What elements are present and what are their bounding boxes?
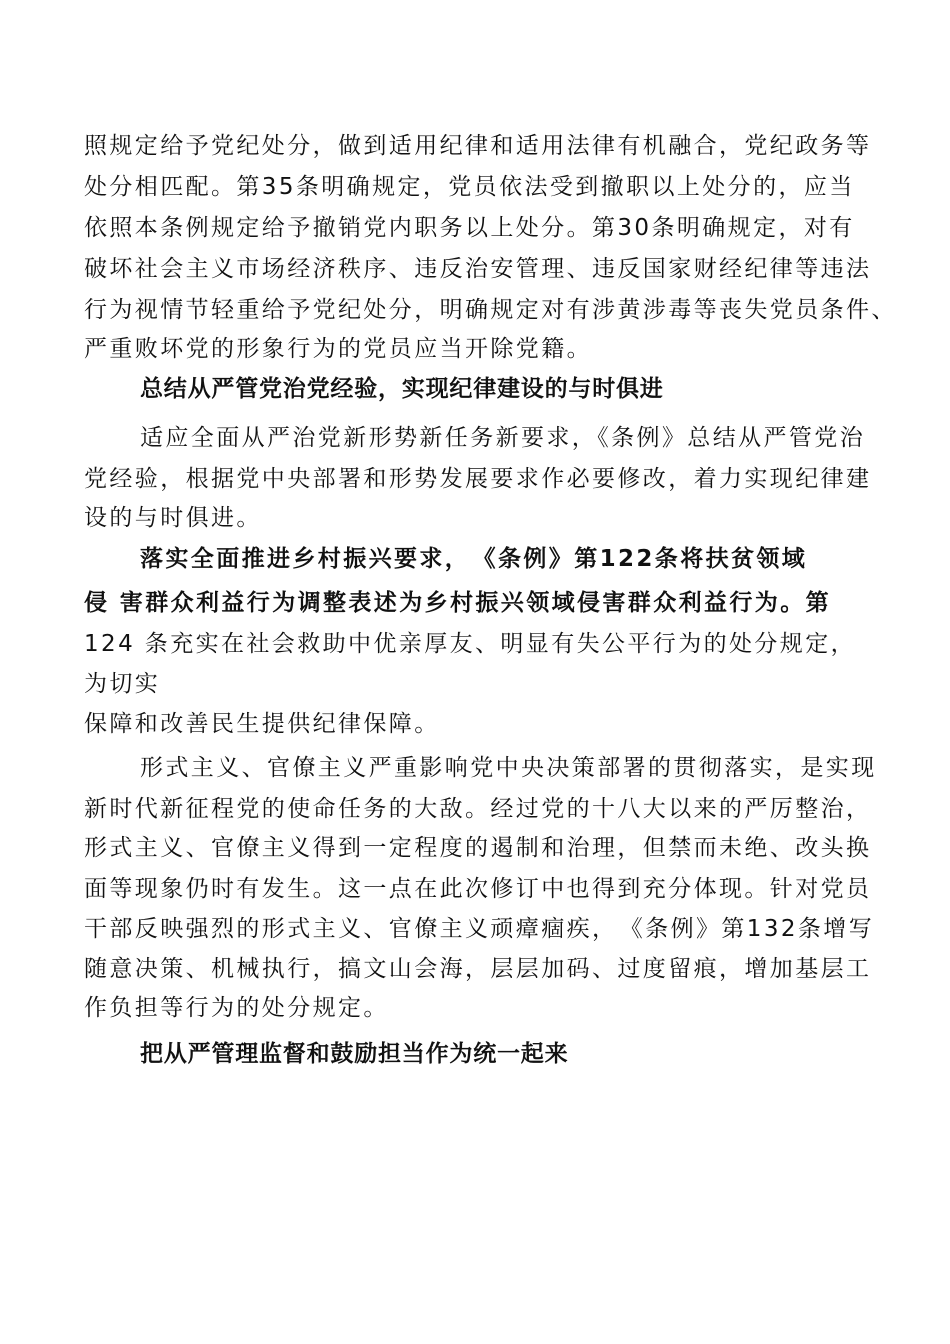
- body-line: 作负担等行为的处分规定。: [84, 995, 389, 1021]
- body-line: 形式主义、官僚主义得到一定程度的遏制和治理，但禁而未绝、改头换: [84, 835, 872, 861]
- body-line: 破坏社会主义市场经济秩序、违反治安管理、违反国家财经纪律等违法: [84, 256, 872, 282]
- body-line: 为切实: [84, 671, 161, 697]
- body-line: 形式主义、官僚主义严重影响党中央决策部署的贯彻落实，是实现: [140, 755, 877, 781]
- bold-paragraph-line: 侵 害群众利益行为调整表述为乡村振兴领域侵害群众利益行为。第: [84, 590, 832, 616]
- section-heading: 总结从严管党治党经验，实现纪律建设的与时俱进: [140, 376, 664, 402]
- section-heading: 把从严管理监督和鼓励担当作为统一起来: [140, 1041, 569, 1067]
- body-line: 依照本条例规定给予撤销党内职务以上处分。第30条明确规定，对有: [84, 215, 855, 241]
- body-line: 适应全面从严治党新形势新任务新要求，《条例》总结从严管党治: [140, 425, 866, 451]
- body-line: 124 条充实在社会救助中优亲厚友、明显有失公平行为的处分规定，: [84, 631, 857, 657]
- body-line: 设的与时俱进。: [84, 505, 262, 531]
- body-line: 照规定给予党纪处分，做到适用纪律和适用法律有机融合，党纪政务等: [84, 133, 872, 159]
- body-line: 党经验，根据党中央部署和形势发展要求作必要修改，着力实现纪律建: [84, 466, 872, 492]
- body-line: 处分相匹配。第35条明确规定，党员依法受到撤职以上处分的，应当: [84, 174, 855, 200]
- body-line: 严重败坏党的形象行为的党员应当开除党籍。: [84, 336, 592, 362]
- bold-paragraph-line: 落实全面推进乡村振兴要求， 《条例》第122条将扶贫领域: [140, 546, 808, 572]
- body-line: 面等现象仍时有发生。这一点在此次修订中也得到充分体现。针对党员: [84, 876, 872, 902]
- body-line: 保障和改善民生提供纪律保障。: [84, 711, 440, 737]
- body-line: 新时代新征程党的使命任务的大敌。经过党的十八大以来的严厉整治，: [84, 796, 872, 822]
- body-line: 行为视情节轻重给予党纪处分，明确规定对有涉黄涉毒等丧失党员条件、: [84, 297, 897, 323]
- body-line: 干部反映强烈的形式主义、官僚主义顽瘴痼疾， 《条例》第132条增写: [84, 916, 875, 942]
- body-line: 随意决策、机械执行，搞文山会海，层层加码、过度留痕，增加基层工: [84, 956, 872, 982]
